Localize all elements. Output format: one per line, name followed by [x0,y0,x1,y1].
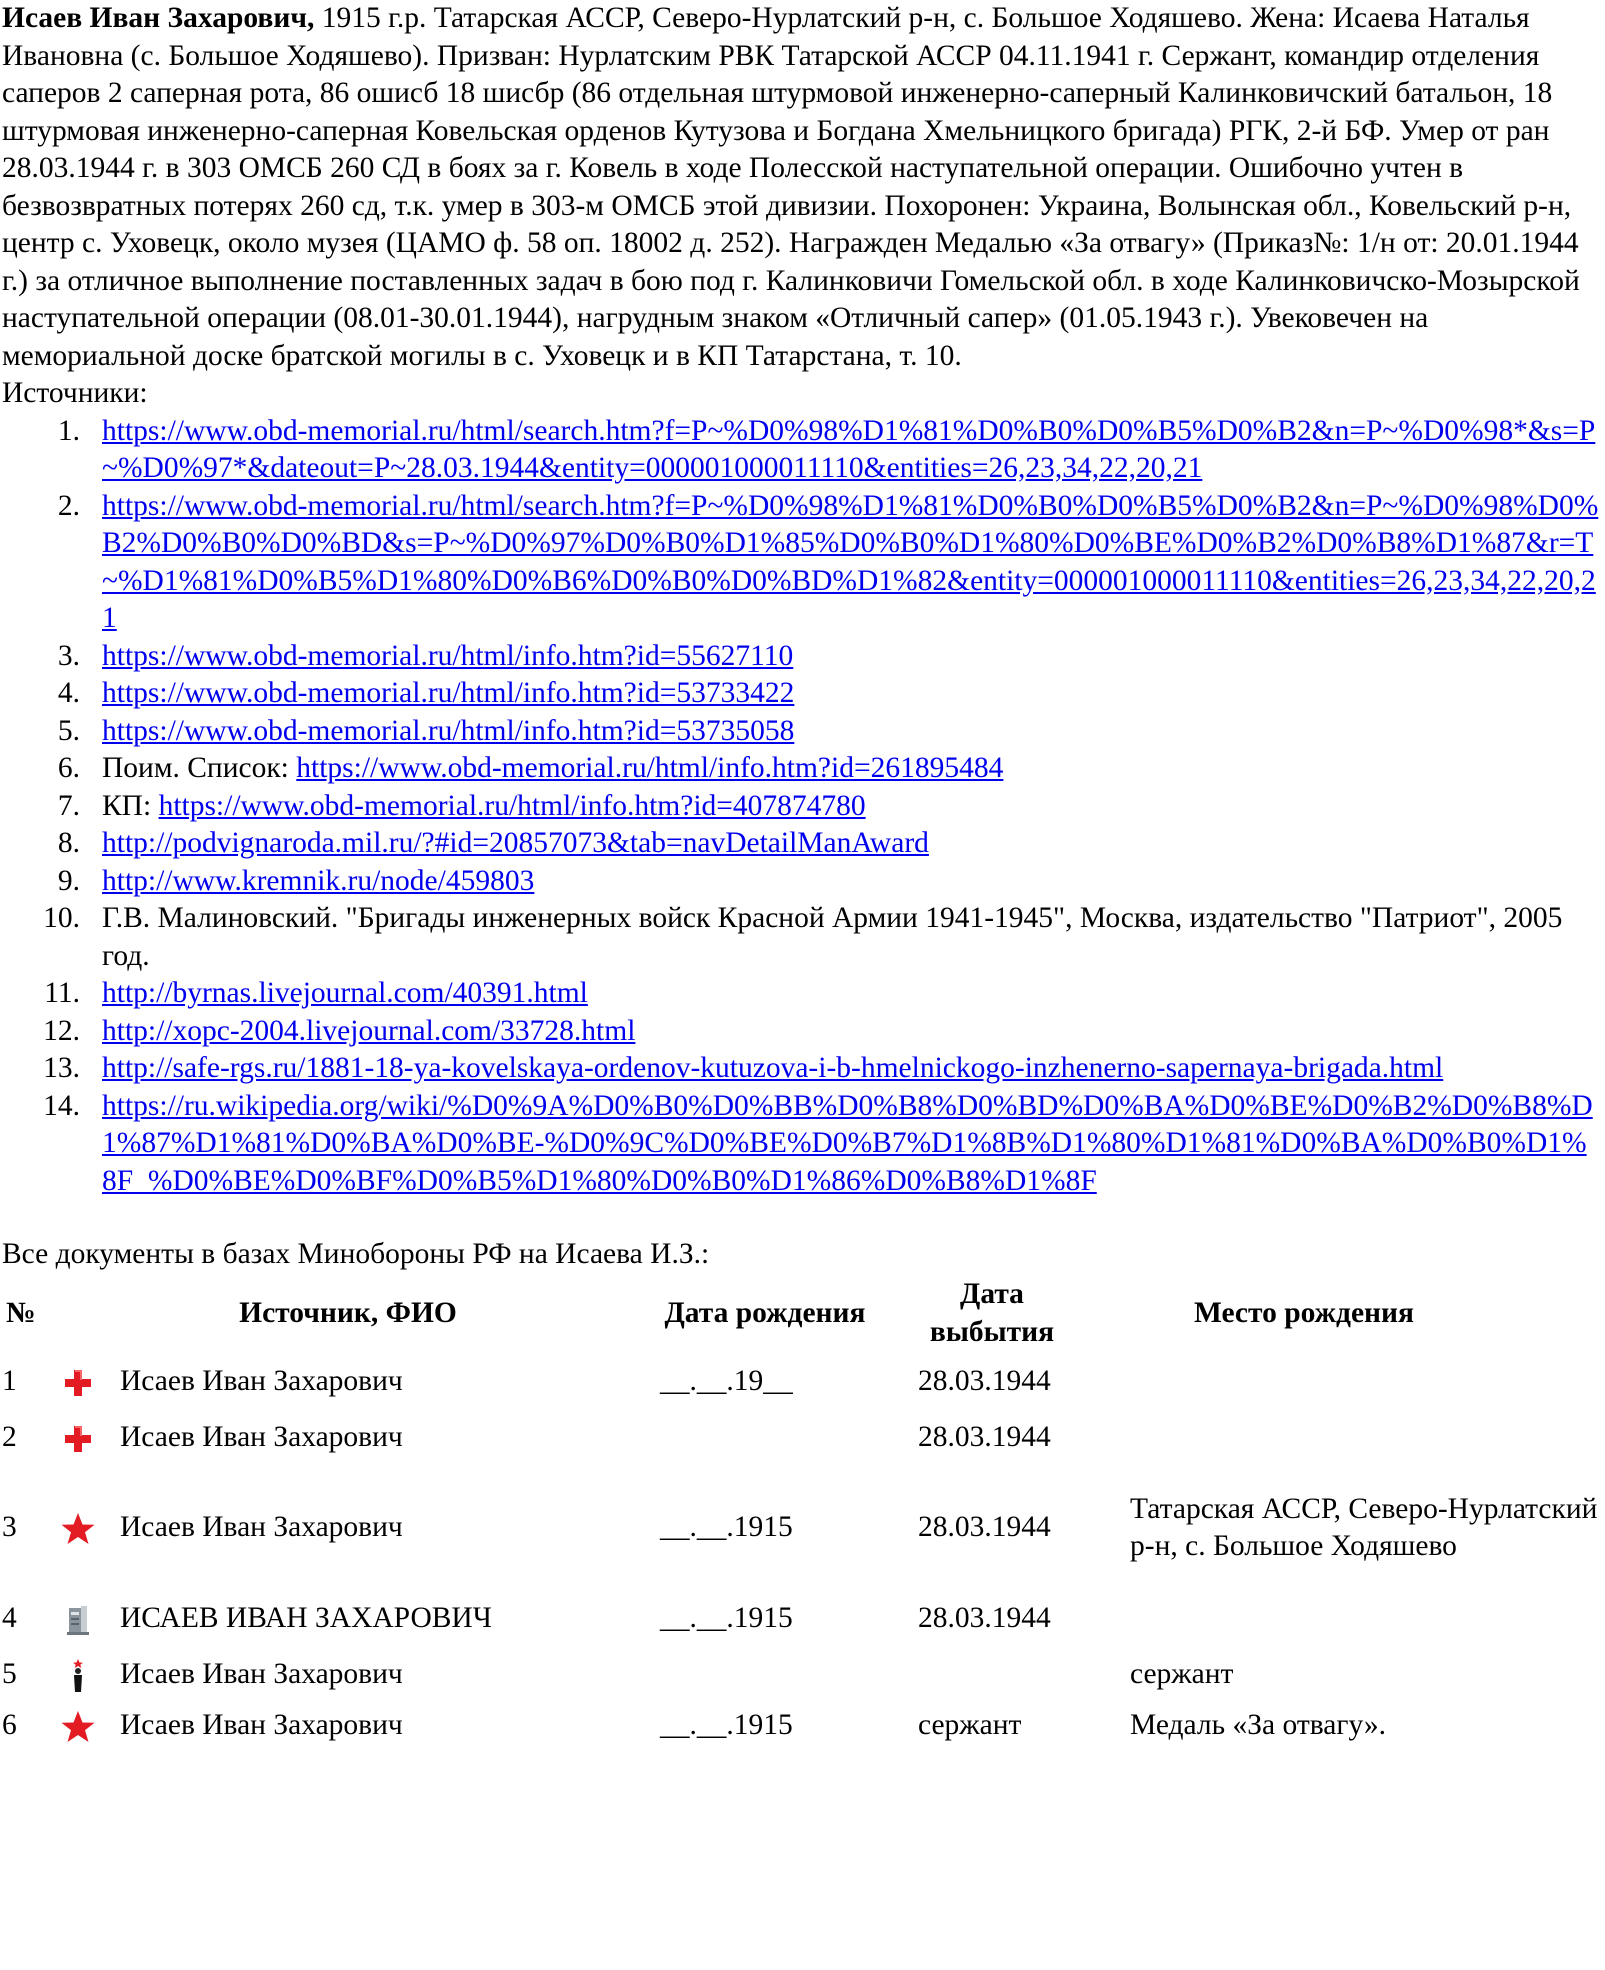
source-text: Поим. Список: [102,752,297,784]
red-star-icon[interactable] [60,1511,96,1543]
red-cross-icon[interactable] [60,1364,96,1396]
source-item [2,675,1601,713]
source-number: 13. [43,1052,80,1084]
row-birth-date: __.__.1915 [660,1601,793,1634]
source-item [2,1050,1601,1088]
source-item [2,975,1601,1013]
row-birth-date [648,1410,912,1466]
source-number: 11. [44,977,80,1009]
sources-list [2,413,1601,1201]
source-number: 2. [57,489,80,522]
source-link[interactable]: http://www.kremnik.ru/node/459803 [102,864,535,897]
source-number: 1. [57,414,80,447]
source-link[interactable]: https://www.obd-memorial.ru/html/search.htm?f=P~%D0%98%D1%81%D0%B0%D0%B5%D0%B2&n=P~%D0%98%D0%B2%D0%B0%D0%BD&s=P~%D0%97%D0%B0%D1%85%D0%B0%D1%80%D0%BE%D0%B2%D0%B8%D1%87&r=T~%D1%81%D0%B5%D1%80%D0%B6%D0%B0%D0%BD%D1%82&entity=000001000011110&entities=26,23,34,22,20,21 [102,489,1599,634]
table-row [2,1466,1602,1591]
documents-table [2,1274,1602,1749]
row-number: 3 [2,1511,17,1544]
source-number: 7. [57,789,80,822]
source-number: 8. [57,827,80,859]
row-birth-date: __.__.19__ [660,1364,793,1397]
row-number: 4 [2,1601,17,1634]
row-death-date: 28.03.1944 [918,1601,1051,1634]
source-link[interactable]: https://www.obd-memorial.ru/html/info.htm?id=261895484 [296,752,1004,784]
row-name: Исаев Иван Захарович [120,1364,403,1397]
source-number: 14. [43,1089,80,1122]
source-number: 5. [57,714,80,747]
source-number: 3. [57,639,80,672]
table-row [2,1591,1602,1647]
row-name: Исаев Иван Захарович [120,1420,403,1453]
row-icon-cell [48,1703,108,1749]
row-death-date: сержант [918,1708,1022,1741]
row-name: Исаев Иван Захарович [120,1657,403,1690]
row-birthplace: Медаль «За отвагу». [1130,1708,1387,1741]
soldier-figure-icon[interactable] [60,1657,96,1689]
row-birthplace: сержант [1130,1657,1234,1690]
row-name: ИСАЕВ ИВАН ЗАХАРОВИЧ [120,1601,492,1634]
row-number: 6 [2,1708,17,1741]
header-num: № [6,1296,36,1329]
source-item [2,750,1601,788]
table-header-row [2,1274,1602,1354]
table-row [2,1354,1602,1410]
header-death-date: Дата выбытия [929,1278,1055,1348]
source-link[interactable]: http://byrnas.livejournal.com/40391.html [102,977,588,1009]
row-birth-date: __.__.1915 [660,1708,793,1741]
source-link[interactable]: http://podvignaroda.mil.ru/?#id=20857073&tab=navDetailManAward [102,827,929,859]
source-link[interactable]: https://www.obd-memorial.ru/html/info.htm?id=55627110 [102,639,794,672]
source-link[interactable]: http://xopc-2004.livejournal.com/33728.html [102,1014,636,1047]
row-name: Исаев Иван Захарович [120,1708,403,1741]
row-number: 1 [2,1364,17,1397]
source-link[interactable]: https://www.obd-memorial.ru/html/info.htm?id=407874780 [158,789,866,822]
header-birthplace: Место рождения [1193,1296,1414,1329]
memorial-plaque-icon[interactable] [60,1601,96,1633]
biography-paragraph [2,0,1601,375]
spacer [2,1200,1601,1236]
source-number: 10. [43,902,80,934]
table-row [2,1647,1602,1703]
documents-table-body [2,1354,1602,1749]
source-number: 4. [57,677,80,709]
source-item [2,825,1601,863]
red-cross-icon[interactable] [60,1420,96,1452]
source-text: Г.В. Малиновский. "Бригады инженерных войск Красной Армии 1941-1945", Москва, издательство "Патриот", 2005 год. [102,902,1563,972]
source-item [2,638,1601,676]
source-item [2,713,1601,751]
table-row [2,1410,1602,1466]
row-birthplace: Татарская АССР, Северо-Нурлатский р-н, с. Большое Ходяшево [1130,1492,1598,1562]
source-number: 9. [57,864,80,897]
row-number: 5 [2,1657,17,1690]
source-link[interactable]: https://www.obd-memorial.ru/html/info.htm?id=53735058 [102,714,795,747]
row-death-date: 28.03.1944 [918,1364,1051,1397]
source-link[interactable]: https://www.obd-memorial.ru/html/search.htm?f=P~%D0%98%D1%81%D0%B0%D0%B5%D0%B2&n=P~%D0%98*&s=P~%D0%97*&dateout=P~28.03.1944&entity=000001000011110&entities=26,23,34,22,20,21 [102,414,1596,484]
source-link[interactable]: https://www.obd-memorial.ru/html/info.htm?id=53733422 [102,677,795,709]
row-icon-cell [48,1410,108,1466]
person-name: Исаев Иван Захарович, [2,2,315,34]
source-text: КП: [102,789,159,822]
source-number: 6. [57,752,80,784]
header-source: Источник, ФИО [239,1296,457,1329]
row-birthplace [1122,1354,1602,1410]
row-death-date [912,1647,1122,1703]
row-birth-date: __.__.1915 [660,1511,793,1544]
source-item [2,1013,1601,1051]
red-star-icon[interactable] [60,1708,96,1740]
row-name: Исаев Иван Захарович [120,1511,403,1544]
table-row [2,1703,1602,1749]
source-number: 12. [43,1014,80,1047]
header-birth-date: Дата рождения [664,1296,866,1329]
row-icon-cell [48,1647,108,1703]
row-icon-cell [48,1354,108,1410]
source-link[interactable]: http://safe-rgs.ru/1881-18-ya-kovelskaya-ordenov-kutuzova-i-b-hmelnickogo-inzhenerno-sapernaya-brigada.html [102,1052,1444,1084]
source-link[interactable]: https://ru.wikipedia.org/wiki/%D0%9A%D0%B0%D0%BB%D0%B8%D0%BD%D0%BA%D0%BE%D0%B2%D0%B8%D1%87%D1%81%D0%BA%D0%BE-%D0%9C%D0%BE%D0%B7%D1%8B%D1%80%D1%81%D0%BA%D0%B0%D1%8F_%D0%BE%D0%BF%D0%B5%D1%80%D0%B0%D1%86%D0%B8%D1%8F [102,1089,1593,1197]
source-item [2,788,1601,826]
sources-heading: Источники: [2,377,148,409]
row-death-date: 28.03.1944 [918,1420,1051,1453]
row-birthplace [1122,1591,1602,1647]
source-item [2,863,1601,901]
row-icon-cell [48,1591,108,1647]
source-item [2,900,1601,975]
row-number: 2 [2,1420,17,1453]
source-item [2,488,1601,638]
source-item [2,413,1601,488]
biography-text: 1915 г.р. Татарская АССР, Северо-Нурлатский р-н, с. Большое Ходяшево. Жена: Исаева Наталья Ивановна (с. Большое Ходяшево). Призван: Нурлатским РВК Татарской АССР 04.11.1941 г. Сержант, командир отделения саперов 2 саперная рота, 86 ошисб 18 шисбр (86 отдельная штурмовой инженерно-саперный Калинковичский батальон, 18 штурмовая инженерно-саперная Ковельская орденов Кутузова и Богдана Хмельницкого бригада) РГК, 2-й БФ. Умер от ран 28.03.1944 г. в 303 ОМСБ 260 СД в боях за г. Ковель в ходе Полесской наступательной операции. Ошибочно учтен в безвозвратных потерях 260 сд, т.к. умер в 303-м ОМСБ этой дивизии. Похоронен: Украина, Волынская обл., Ковельский р-н, центр с. Уховецк, около музея (ЦАМО ф. 58 оп. 18002 д. 252). Награжден Медалью «За отвагу» (Приказ№: 1/н от: 20.01.1944 г.) за отличное выполнение поставленных задач в бою под г. Калинковичи Гомельской обл. в ходе Калинковичско-Мозырской наступательной операции (08.01-30.01.1944), нагрудным знаком «Отличный сапер» (01.05.1943 г.). Увековечен на мемориальной доске братской могилы в с. Уховецк и в КП Татарстана, т. 10. [2,2,1580,372]
row-birth-date [648,1647,912,1703]
row-death-date: 28.03.1944 [918,1511,1051,1544]
row-birthplace [1122,1410,1602,1466]
docs-intro: Все документы в базах Минобороны РФ на Исаева И.З.: [2,1238,710,1270]
source-item [2,1088,1601,1201]
row-icon-cell [48,1466,108,1591]
